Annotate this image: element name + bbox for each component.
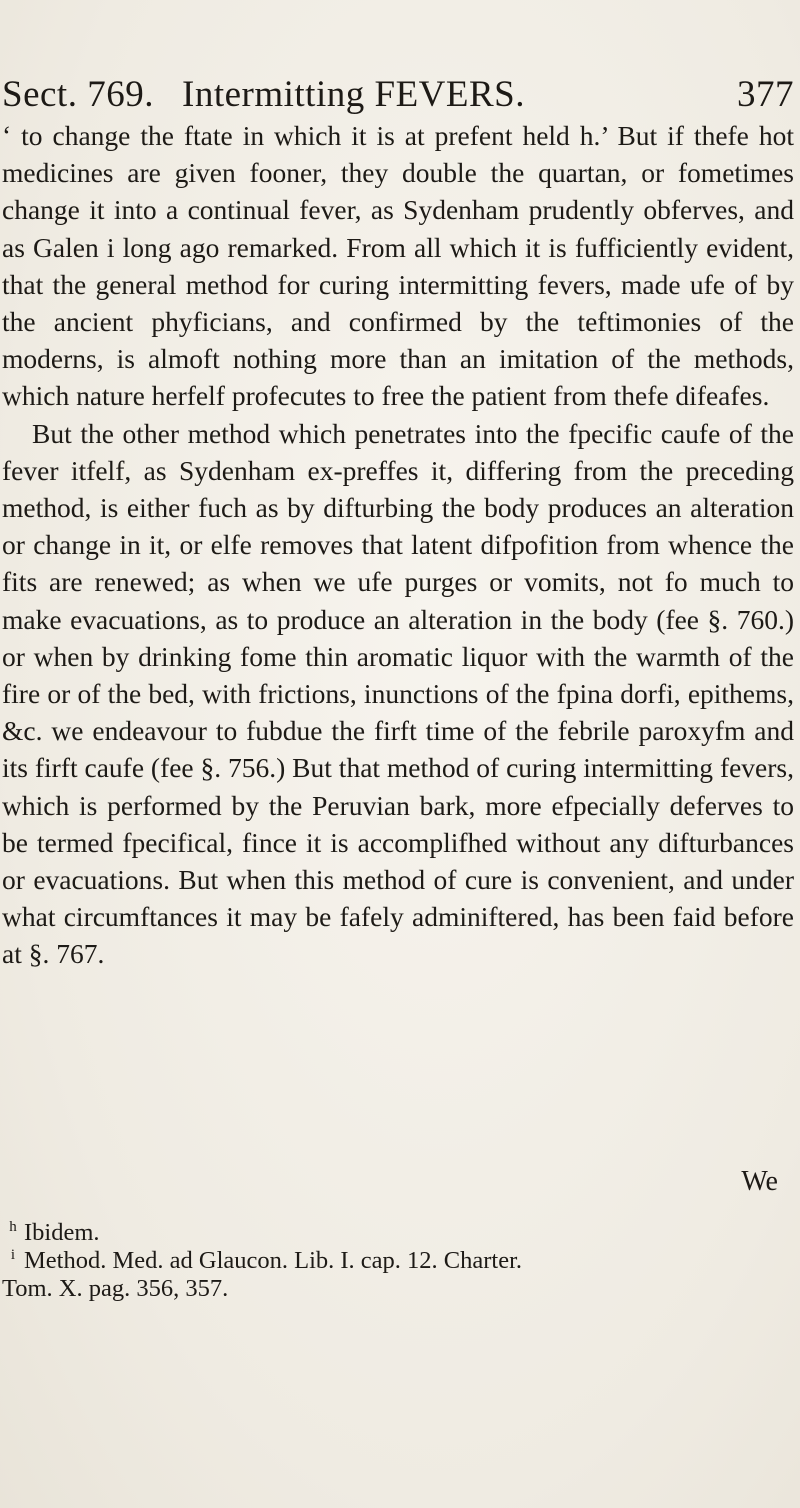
footnote: h Ibidem. — [9, 1218, 100, 1246]
footnote-text: Tom. X. pag. 356, 357. — [2, 1275, 229, 1302]
paragraph: ‘ to change the ftate in which it is at prefent held h.’ But if thefe hot medicines are given fooner, they double the quartan, or fometimes change it into a continual fever, as Sydenham prudently obferves, and as Galen i long ago remarked. From all which it is fufficiently evident, that the general method for curing intermitting fevers, made ufe of by the ancient phyficians, and confirmed by the teftimonies of the moderns, is almoft nothing more than an imitation of the methods, which nature herfelf profecutes to free the patient from thefe difeafes. — [2, 120, 794, 412]
footnote-text: Ibidem. — [24, 1219, 100, 1246]
footnote: i Method. Med. ad Glaucon. Lib. I. cap. 12. Charter. — [10, 1246, 523, 1274]
body-text — [2, 117, 794, 973]
running-title: Intermitting FEVERS. — [182, 74, 525, 115]
section-number: Sect. 769. — [2, 74, 154, 115]
running-header — [2, 70, 794, 120]
footnote-continuation — [2, 1275, 792, 1303]
page-number: 377 — [737, 74, 794, 115]
paragraph: But the other method which penetrates into the fpecific caufe of the fever itfelf, as Sydenham ex-preffes it, differing from the preceding method, is either fuch as by difturbing the body produces an alteration or change in it, or elfe removes that latent difpofition from whence the fits are renewed; as when we ufe purges or vomits, not fo much to make evacuations, as to produce an alteration in the body (fee §. 760.) or when by drinking fome thin aromatic liquor with the warmth of the fire or of the bed, with frictions, inunctions of the fpina dorfi, epithems, &c. we endeavour to fubdue the firft time of the febrile paroxyfm and its firft caufe (fee §. 756.) But that method of curing intermitting fevers, which is performed by the Peruvian bark, more efpecially deferves to be termed fpecifical, fince it is accomplifhed without any difturbances or evacuations. But when this method of cure is convenient, and under what circumftances it may be fafely adminiftered, has been faid before at §. 767. — [2, 417, 794, 970]
catchword: We — [741, 1166, 778, 1197]
footnote-text: Method. Med. ad Glaucon. Lib. I. cap. 12. Charter. — [24, 1247, 523, 1274]
footnotes — [2, 1219, 792, 1303]
